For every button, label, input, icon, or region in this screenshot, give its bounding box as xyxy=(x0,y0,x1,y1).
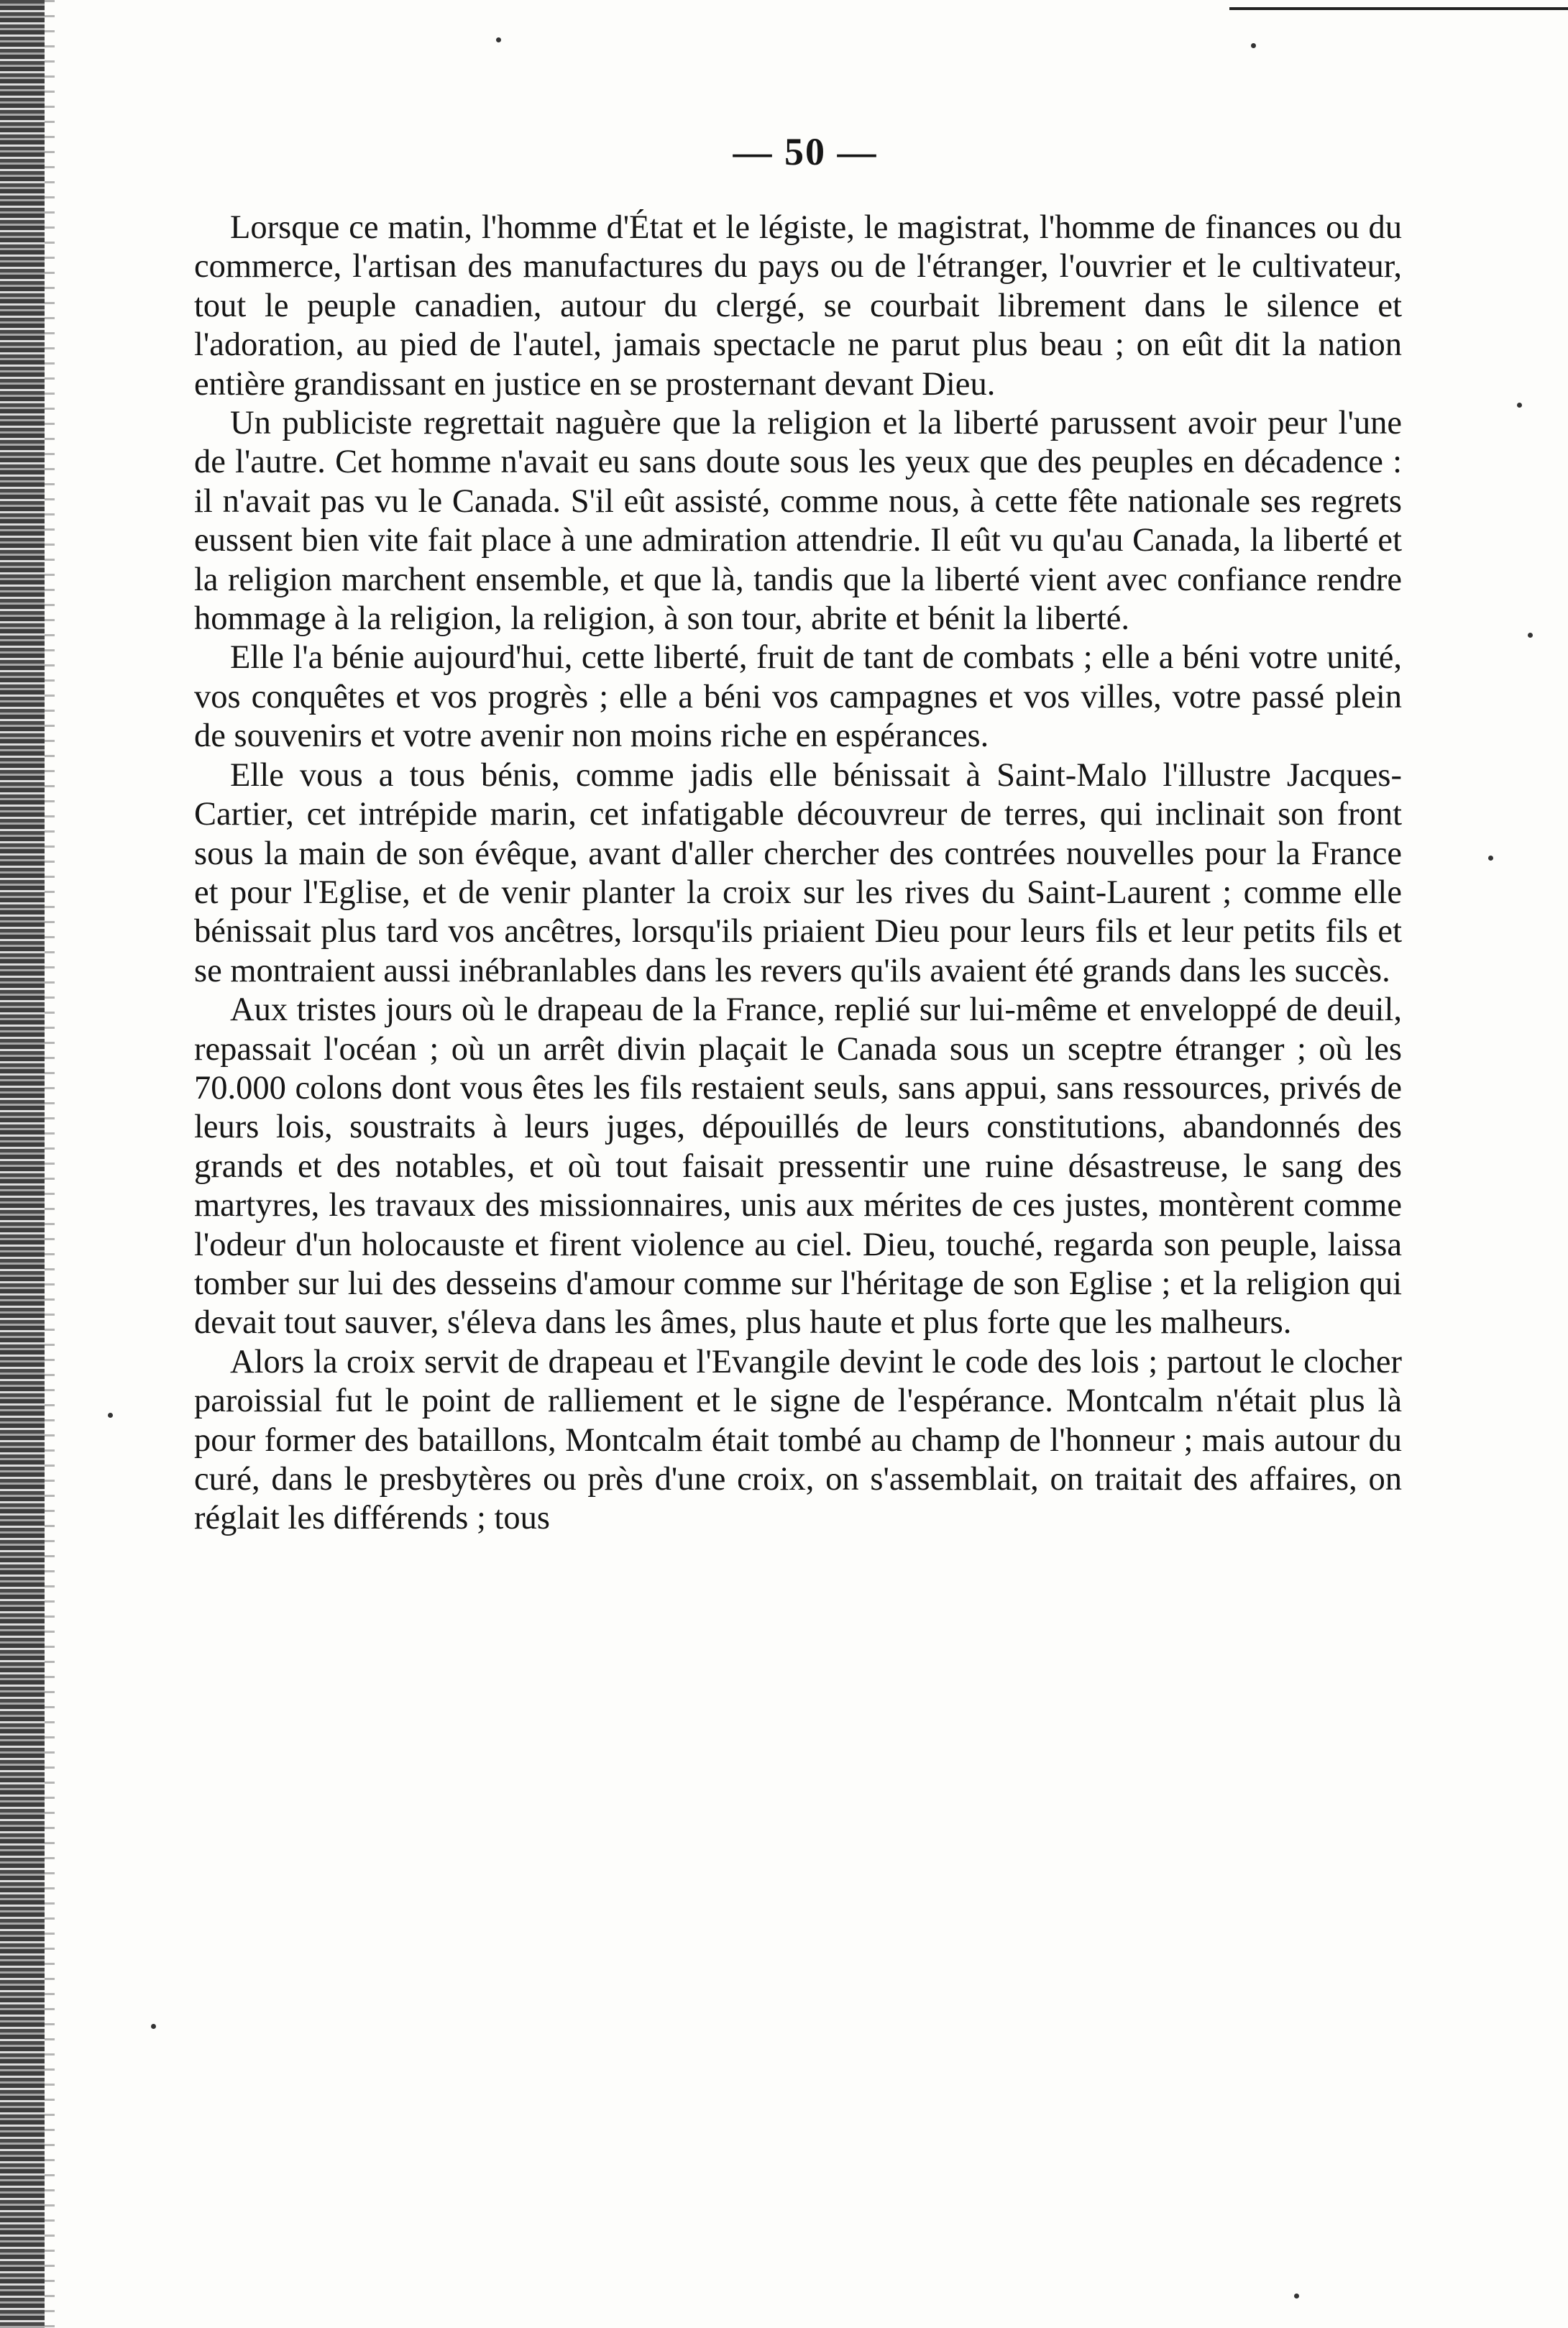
paragraph: Alors la croix servit de drapeau et l'Evangile devint le code des lois ; partout le clocher paroissial fut le point de ralliement et le signe de l'espérance. Montcalm n'était plus là pour former des bataillons, Montcalm était tombé au champ de l'honneur ; mais autour du curé, dans le presbytères ou près d'une croix, on s'assemblait, on traitait des affaires, on réglait les différends ; tous xyxy=(194,1343,1402,1537)
ink-speck xyxy=(1251,43,1256,48)
paragraph: Lorsque ce matin, l'homme d'État et le légiste, le magistrat, l'homme de finances ou du commerce, l'artisan des manufactures du pays ou de l'étranger, l'ouvrier et le cultivateur, tout le peuple canadien, autour du clergé, se courbait librement dans le silence et l'adoration, au pied de l'autel, jamais spectacle ne parut plus beau ; on eût dit la nation entière grandissant en justice en se prosternant devant Dieu. xyxy=(194,209,1402,403)
top-edge-rule xyxy=(1229,7,1568,10)
ink-speck xyxy=(151,2024,156,2029)
ink-speck xyxy=(1294,2293,1299,2299)
paragraph: Un publiciste regrettait naguère que la religion et la liberté parussent avoir peur l'une de l'autre. Cet homme n'avait eu sans doute sous les yeux que des peuples en décadence : il n'avait pas vu le Canada. S'il eût assisté, comme nous, à cette fête nationale ses regrets eussent bien vite fait place à une admiration attendrie. Il eût vu qu'au Canada, la liberté et la religion marchent ensemble, et que là, tandis que la liberté vient avec confiance rendre hommage à la religion, la religion, à son tour, abrite et bénit la liberté. xyxy=(194,405,1402,638)
paragraph: Elle l'a bénie aujourd'hui, cette liberté, fruit de tant de combats ; elle a béni votre unité, vos conquêtes et vos progrès ; elle a béni vos campagnes et vos villes, votre passé plein de souvenirs et votre avenir non moins riche en espérances. xyxy=(194,639,1402,755)
ink-speck xyxy=(496,37,501,42)
page-binding-edge xyxy=(0,0,45,2328)
ink-speck xyxy=(1528,633,1533,638)
body-text xyxy=(194,208,1402,1539)
ink-speck xyxy=(1517,403,1522,408)
ink-speck xyxy=(1488,856,1493,861)
paragraph: Elle vous a tous bénis, comme jadis elle bénissait à Saint-Malo l'illustre Jacques-Cartier, cet intrépide marin, cet infatigable découvreur de terres, qui inclinait son front sous la main de son évêque, avant d'aller chercher des contrées nouvelles pour la France et pour l'Eglise, et de venir planter la croix sur les rives du Saint-Laurent ; comme elle bénissait plus tard vos ancêtres, lorsqu'ils priaient Dieu pour leurs fils et leur petits fils et se montraient aussi inébranlables dans les revers qu'ils avaient été grands dans les succès. xyxy=(194,756,1402,989)
paragraph: Aux tristes jours où le drapeau de la France, replié sur lui-même et enveloppé de deuil, repassait l'océan ; où un arrêt divin plaçait le Canada sous un sceptre étranger ; où les 70.000 colons dont vous êtes les fils restaient seuls, sans appui, sans ressources, privés de leurs lois, soustraits à leurs juges, dépouillés de leurs constitutions, abandonnés des grands et des notables, et où tout faisait pressentir une ruine désastreuse, le sang des martyres, les travaux des missionnaires, unis aux mérites de ces justes, montèrent comme l'odeur d'un holocauste et firent violence au ciel. Dieu, touché, regarda son peuple, laissa tomber sur lui des desseins d'amour comme sur l'héritage de son Eglise ; et la religion qui devait tout sauver, s'éleva dans les âmes, plus haute et plus forte que les malheurs. xyxy=(194,991,1402,1342)
ink-speck xyxy=(108,1413,113,1418)
page-number: — 50 — xyxy=(733,130,878,173)
